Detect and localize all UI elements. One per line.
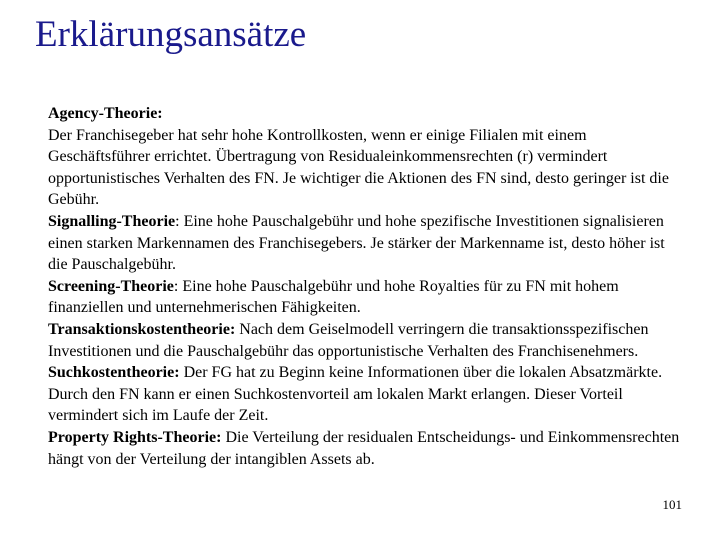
search-cost-theory-paragraph [48, 362, 688, 427]
search-cost-theory-text: Der FG hat zu Beginn keine Informationen über die lokalen Absatzmärkte. Durch den FN kann er einen Suchkostenvorteil am lokalen Markt erlangen. Dieser Vorteil vermindert sich im Laufe der Zeit. [48, 364, 663, 425]
agency-theory-paragraph [48, 103, 688, 211]
transaction-cost-theory-term: Transaktionskostentheorie: [48, 320, 236, 338]
screening-theory-paragraph [48, 276, 688, 319]
signalling-theory-text: : Eine hohe Pauschalgebühr und hohe spezifische Investitionen signalisieren einen starken Markennamen des Franchisegebers. Je stärker der Markenname ist, desto höher ist die Pauschalgebühr. [48, 212, 665, 274]
slide-body [48, 103, 688, 470]
signalling-theory-term: Signalling-Theorie [48, 212, 176, 230]
agency-theory-text: Der Franchisegeber hat sehr hohe Kontrollkosten, wenn er einige Filialen mit einem Geschäftsführer errichtet. Übertragung von Residualeinkommensrechten (r) vermindert opportunistisches Verhalten des FN. Je wichtiger die Aktionen des FN sind, desto geringer ist die Gebühr. [48, 126, 669, 209]
screening-theory-term: Screening-Theorie [48, 277, 174, 295]
transaction-cost-theory-text: Nach dem Geiselmodell verringern die transaktionsspezifischen Investitionen und die Pauschalgebühr das opportunistische Verhalten des Franchisenehmers. [48, 320, 649, 360]
property-rights-theory-paragraph [48, 427, 688, 470]
slide-title: Erklärungsansätze [35, 14, 307, 55]
property-rights-theory-text: Die Verteilung der residualen Entscheidungs- und Einkommensrechten hängt von der Verteilung der intangiblen Assets ab. [48, 428, 680, 468]
search-cost-theory-term: Suchkostentheorie: [48, 364, 180, 382]
page-number: 101 [662, 497, 682, 512]
transaction-cost-theory-paragraph [48, 319, 688, 362]
signalling-theory-paragraph [48, 211, 688, 276]
screening-theory-text: : Eine hohe Pauschalgebühr und hohe Royalties für zu FN mit hohem finanziellen und unternehmerischen Fähigkeiten. [48, 277, 619, 317]
property-rights-theory-term: Property Rights-Theorie: [48, 428, 222, 446]
agency-theory-term: Agency-Theorie: [48, 105, 163, 122]
